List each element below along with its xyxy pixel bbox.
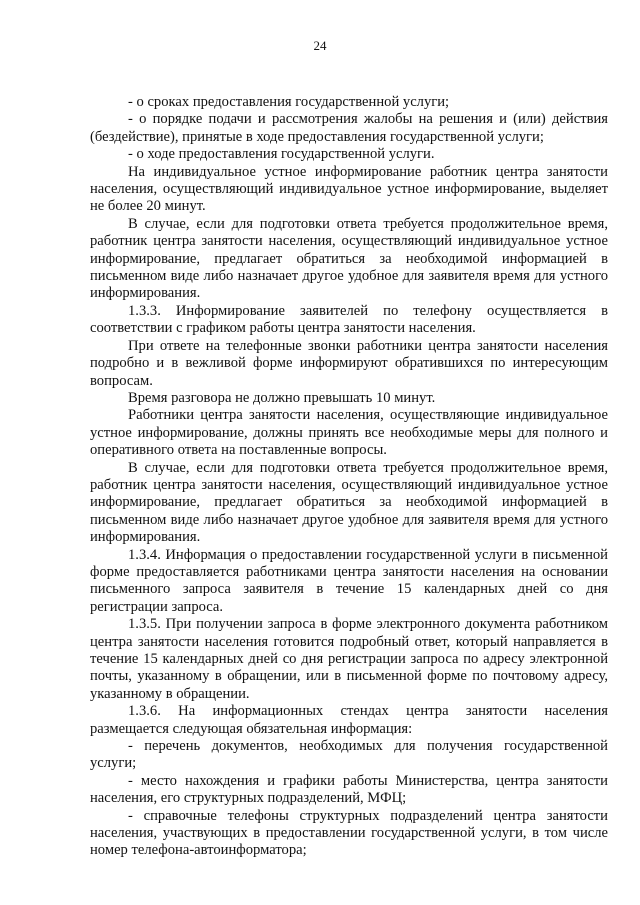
paragraph: Работники центра занятости населения, осуществляющие индивидуальное устное информирование, должны принять все необходимые меры для полного и оперативного ответа на поставленные вопросы. — [90, 407, 608, 459]
paragraph: 1.3.6. На информационных стендах центра занятости населения размещается следующая обязательная информация: — [90, 703, 608, 737]
paragraph: - о порядке подачи и рассмотрения жалобы на решения и (или) действия (бездействие), принятые в ходе предоставления государственной услуги; — [90, 111, 608, 145]
paragraph: - о ходе предоставления государственной услуги. — [128, 146, 435, 163]
paragraph: - место нахождения и графики работы Министерства, центра занятости населения, его структурных подразделений, МФЦ; — [90, 772, 608, 807]
paragraph: В случае, если для подготовки ответа требуется продолжительное время, работник центра занятости населения, осуществляющий индивидуальное устное информирование, предлагает обратиться за необходимой информацией в письменном виде либо назначает другое удобное для заявителя время для устного информирования. — [90, 459, 608, 546]
paragraph: В случае, если для подготовки ответа требуется продолжительное время, работник центра занятости населения, осуществляющий индивидуальное устное информирование, предлагает обратиться за необходимой информацией в письменном виде либо назначает другое удобное для заявителя время для устного информирования. — [90, 215, 608, 302]
paragraph: Время разговора не должно превышать 10 минут. — [128, 389, 436, 406]
document-body — [90, 94, 608, 860]
paragraph: - о сроках предоставления государственной услуги; — [128, 94, 450, 110]
paragraph: 1.3.4. Информация о предоставлении государственной услуги в письменной форме предоставляется работниками центра занятости населения на основании письменного запроса заявителя в течение 15 календарных дней со дня регистрации запроса. — [90, 546, 608, 615]
page-number: 24 — [313, 38, 327, 53]
paragraph: 1.3.5. При получении запроса в форме электронного документа работником центра занятости населения готовится подробный ответ, который направляется в течение 15 календарных дней со дня регистрации запроса по адресу электронной почты, указанному в обращении, или в письменной форме по почтовому адресу, указанному в обращении. — [90, 616, 608, 702]
paragraph: - справочные телефоны структурных подразделений центра занятости населения, участвующих в предоставлении государственной услуги, в том числе номер телефона-автоинформатора; — [90, 807, 608, 859]
paragraph: На индивидуальное устное информирование работник центра занятости населения, осуществляющий индивидуальное устное информирование, выделяет не более 20 минут. — [90, 163, 608, 215]
paragraph: - перечень документов, необходимых для получения государственной услуги; — [90, 738, 608, 772]
paragraph: При ответе на телефонные звонки работники центра занятости населения подробно и в вежливой форме информируют обратившихся по интересующим вопросам. — [90, 337, 608, 389]
paragraph: 1.3.3. Информирование заявителей по телефону осуществляется в соответствии с графиком работы центра занятости населения. — [90, 302, 608, 337]
